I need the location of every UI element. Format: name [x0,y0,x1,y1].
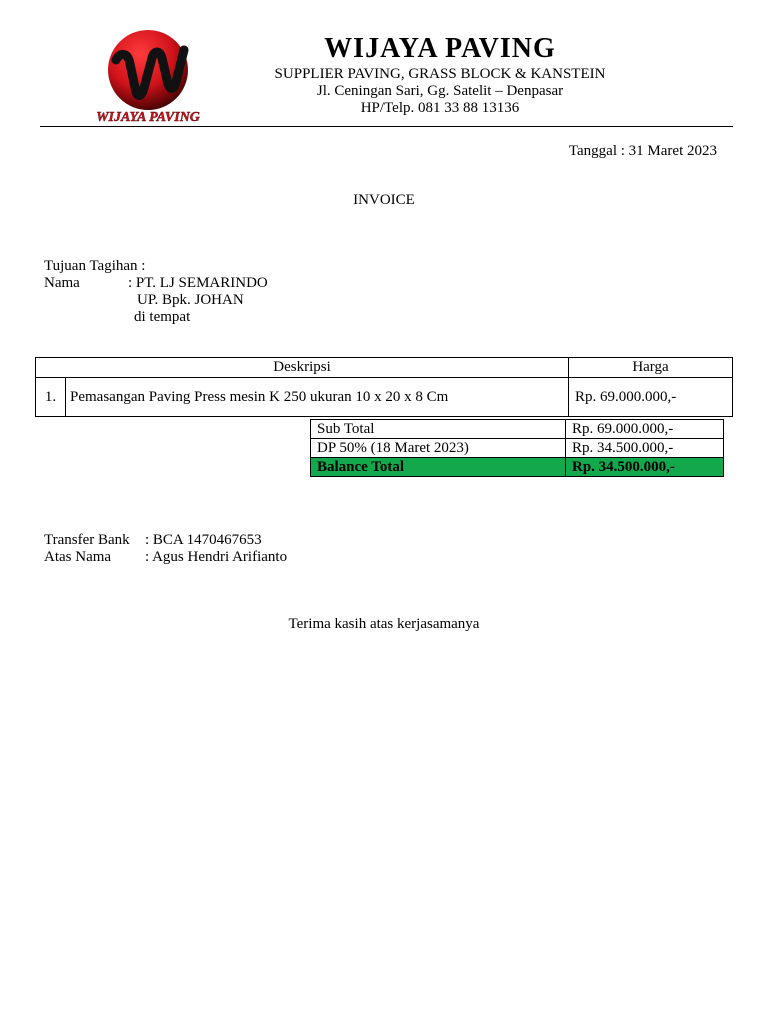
item-number: 1. [36,378,66,417]
recipient-up-row [44,292,244,309]
recipient-place: di tempat [134,309,191,325]
subtotal-value: Rp. 69.000.000,- [566,420,724,439]
company-logo [80,30,240,130]
recipient-block [44,258,268,326]
balance-value: Rp. 34.500.000,- [566,458,724,477]
subtotal-row [311,420,724,439]
bank-label: Transfer Bank [44,532,130,548]
header-description: Deskripsi [36,358,569,378]
company-header [250,32,630,117]
recipient-name-value: : PT. LJ SEMARINDO [128,275,268,291]
company-tagline: SUPPLIER PAVING, GRASS BLOCK & KANSTEIN [274,66,606,82]
company-phone: HP/Telp. 081 33 88 13136 [360,100,520,116]
dp-value: Rp. 34.500.000,- [566,439,724,458]
item-description: Pemasangan Paving Press mesin K 250 ukuran 10 x 20 x 8 Cm [66,378,569,417]
recipient-place-row [44,309,191,326]
dp-label: DP 50% (18 Maret 2023) [311,439,566,458]
totals-table [310,419,724,477]
recipient-up: UP. Bpk. JOHAN [137,292,244,308]
account-name-value: : Agus Hendri Arifianto [145,549,288,565]
header-divider [40,126,733,127]
bank-value: : BCA 1470467653 [145,532,262,548]
balance-label: Balance Total [311,458,566,477]
company-name: WIJAYA PAVING [324,33,556,64]
balance-row [311,458,724,477]
dp-row [311,439,724,458]
company-address: Jl. Ceningan Sari, Gg. Satelit – Denpasar [316,83,564,99]
recipient-heading: Tujuan Tagihan : [44,258,146,274]
thanks-note: Terima kasih atas kerjasamanya [288,616,480,632]
subtotal-label: Sub Total [311,420,566,439]
table-row [36,378,733,417]
header-price: Harga [569,358,733,378]
invoice-date: Tanggal : 31 Maret 2023 [568,143,717,159]
table-header-row [36,358,733,378]
invoice-title: INVOICE [353,192,415,208]
recipient-name-label: Nama [44,275,80,291]
item-price: Rp. 69.000.000,- [569,378,733,417]
account-name-label: Atas Nama [44,549,112,565]
recipient-name-row [44,275,268,292]
invoice-table [35,357,733,417]
logo-text: WIJAYA PAVING [96,110,200,125]
